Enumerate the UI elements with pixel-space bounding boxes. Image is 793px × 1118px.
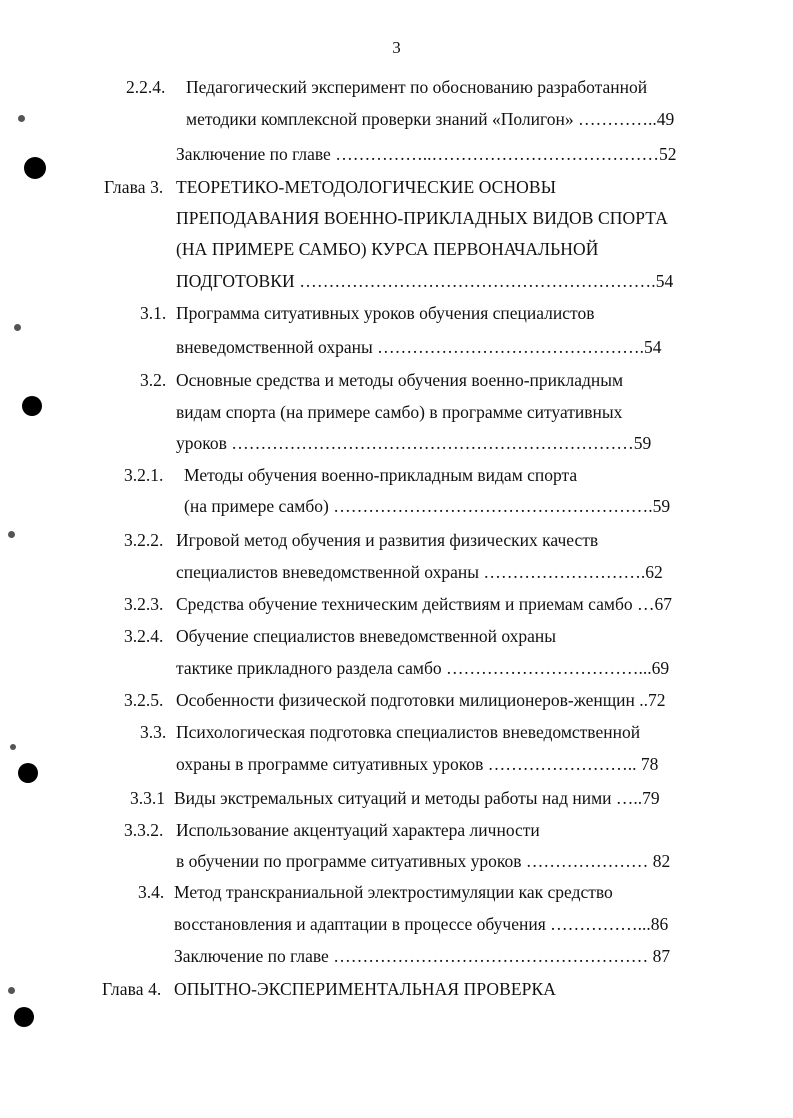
toc-chapter-number: Глава 3. [104,177,164,197]
toc-entry-title: (на примере самбо) ……………………………………………….59 [184,496,671,516]
toc-entry-number: 3.2.5. [124,690,164,710]
punch-hole-mark [18,763,38,783]
punch-hole-mark [22,396,42,416]
toc-entry-number: 3.3.2. [124,820,164,840]
toc-chapter-title: ПРЕПОДАВАНИЯ ВОЕННО-ПРИКЛАДНЫХ ВИДОВ СПОРТА [176,208,668,228]
toc-entry-title: вневедомственной охраны ……………………………………….54 [176,337,662,357]
toc-entry-title: Игровой метод обучения и развития физических качеств [176,530,599,550]
toc-chapter-title: (НА ПРИМЕРЕ САМБО) КУРСА ПЕРВОНАЧАЛЬНОЙ [176,239,599,259]
toc-entry-title: Методы обучения военно-прикладным видам спорта [184,465,578,485]
punch-hole-mark [14,1007,34,1027]
toc-entry-title: Обучение специалистов вневедомственной охраны [176,626,557,646]
toc-entry-number: 3.2.3. [124,594,164,614]
scan-speck [14,324,21,331]
toc-entry-title: Виды экстремальных ситуаций и методы работы над ними …..79 [174,788,660,808]
toc-entry-title: методики комплексной проверки знаний «Полигон» …………..49 [186,109,675,129]
toc-entry-number: 3.2. [140,370,167,390]
toc-entry-title: Основные средства и методы обучения военно-прикладным [176,370,624,390]
toc-entry-title: уроков ……………………………………………………………59 [176,433,652,453]
punch-hole-mark [24,157,46,179]
toc-chapter-number: Глава 4. [102,979,162,999]
toc-entry-number: 3.1. [140,303,167,323]
page-number: 3 [392,38,401,57]
toc-entry-title: Метод транскраниальной электростимуляции как средство [174,882,613,902]
scan-speck [8,531,15,538]
toc-entry-title: Особенности физической подготовки милиционеров-женщин ..72 [176,690,666,710]
toc-entry-title: восстановления и адаптации в процессе обучения ……………...86 [174,914,669,934]
toc-entry-title: Заключение по главе ……………..…………………………………52 [176,144,677,164]
toc-entry-title: тактике прикладного раздела самбо ……………………………...69 [176,658,670,678]
toc-entry-title: Использование акцентуаций характера личности [176,820,540,840]
scan-speck [8,987,15,994]
toc-chapter-title: ОПЫТНО-ЭКСПЕРИМЕНТАЛЬНАЯ ПРОВЕРКА [174,979,557,999]
scan-speck [18,115,25,122]
toc-entry-number: 2.2.4. [126,77,166,97]
toc-entry-title: Психологическая подготовка специалистов вневедомственной [176,722,641,742]
toc-entry-title: видам спорта (на примере самбо) в программе ситуативных [176,402,623,422]
toc-entry-title: Заключение по главе ……………………………………………… 87 [174,946,671,966]
toc-chapter-title: ТЕОРЕТИКО-МЕТОДОЛОГИЧЕСКИЕ ОСНОВЫ [176,177,557,197]
toc-entry-title: Педагогический эксперимент по обоснованию разработанной [186,77,648,97]
toc-entry-number: 3.3. [140,722,167,742]
toc-entry-title: охраны в программе ситуативных уроков …………………….. 78 [176,754,659,774]
toc-entry-number: 3.4. [138,882,165,902]
toc-entry-title: Программа ситуативных уроков обучения специалистов [176,303,595,323]
toc-entry-number: 3.3.1 [130,788,165,808]
toc-entry-number: 3.2.2. [124,530,164,550]
toc-entry-title: в обучении по программе ситуативных уроков ………………… 82 [176,851,671,871]
toc-entry-title: Средства обучение техническим действиям и приемам самбо …67 [176,594,672,614]
toc-entry-number: 3.2.4. [124,626,164,646]
toc-entry-number: 3.2.1. [124,465,164,485]
toc-chapter-title: ПОДГОТОВКИ …………………………………………………….54 [176,271,674,291]
toc-entry-title: специалистов вневедомственной охраны ……………………….62 [176,562,663,582]
scan-speck [10,744,16,750]
